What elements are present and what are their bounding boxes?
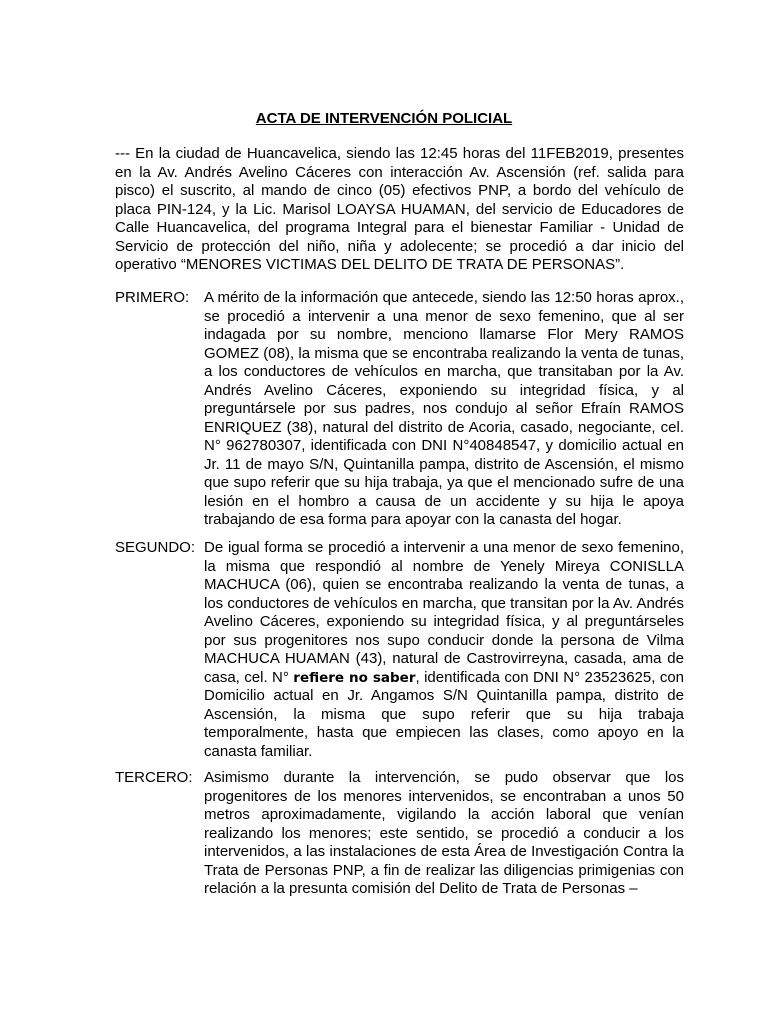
section-tercero xyxy=(115,769,684,899)
section-label: TERCERO: xyxy=(115,769,193,786)
section-primero xyxy=(115,289,684,530)
intro-paragraph: --- En la ciudad de Huancavelica, siendo las 12:45 horas del 11FEB2019, presentes en la Av. Andrés Avelino Cáceres con interacción Av. Ascensión (ref. salida para pisco) el suscrito, al mando de cinco (05) efectivos PNP, a bordo del vehículo de placa PIN-124, y la Lic. Marisol LOAYSA HUAMAN, del servicio de Educadores de Calle Huancavelica, del programa Integral para el bienestar Familiar - Unidad de Servicio de protección del niño, niña y adolecente; se procedió a dar inicio del operativo “MENORES VICTIMAS DEL DELITO DE TRATA DE PERSONAS”. xyxy=(115,145,684,273)
section-label: SEGUNDO: xyxy=(115,539,196,556)
section-text: Asimismo durante la intervención, se pudo observar que los progenitores de los menores intervenidos, se encontraban a unos 50 metros aproximadamente, vigilando la acción laboral que venían realizando los menores; este sentido, se procedió a conducir a los intervenidos, a las instalaciones de esta Área de Investigación Contra la Trata de Personas PNP, a fin de realizar las diligencias primigenias con relación a la presunta comisión del Delito de Trata de Personas – xyxy=(204,769,684,897)
section-text-part: , identificada con DNI N° 23523625, con Domicilio actual en Jr. Angamos S/N Quintanilla pampa, distrito de Ascensión, la misma que supo referir que su hija trabaja temporalmente, hasta que empiecen las clases, como apoyo en la canasta familiar. xyxy=(204,668,685,760)
section-text: A mérito de la información que antecede, siendo las 12:50 horas aprox., se procedió a intervenir a una menor de sexo femenino, que al ser indagada por su nombre, menciono llamarse Flor Mery RAMOS GOMEZ (08), la misma que se encontraba realizando la venta de tunas, a los conductores de vehículos en marcha, que transitaban por la Av. Andrés Avelino Cáceres, exponiendo su integridad física, y al preguntársele por sus padres, nos condujo al señor Efraín RAMOS ENRIQUEZ (38), natural del distrito de Acoria, casado, negociante, cel. N° 962780307, identificada con DNI N°40848547, y domicilio actual en Jr. 11 de mayo S/N, Quintanilla pampa, distrito de Ascensión, el mismo que supo referir que su hija trabaja, ya que el mencionado sufre de una lesión en el hombro a causa de un accidente y su hija le apoya trabajando de esa forma para apoyar con la canasta del hogar. xyxy=(204,289,684,528)
section-segundo xyxy=(115,539,684,761)
section-text xyxy=(204,539,684,761)
document-title: ACTA DE INTERVENCIÓN POLICIAL xyxy=(255,110,513,127)
section-text-part: De igual forma se procedió a intervenir a una menor de sexo femenino, la misma que respondió al nombre de Yenely Mireya CONISLLA MACHUCA (06), quien se encontraba realizando la venta de tunas, a los conductores de vehículos en marcha, que transitan por la Av. Andrés Avelino Cáceres, exponiendo su integridad física, y al preguntárseles por sus progenitores nos supo conducir donde la persona de Vilma MACHUCA HUAMAN (43), natural de Castrovirreyna, casada, ama de casa, cel. N° xyxy=(204,539,684,686)
bold-phrase: refiere no saber xyxy=(293,669,416,686)
section-label: PRIMERO: xyxy=(115,289,190,306)
